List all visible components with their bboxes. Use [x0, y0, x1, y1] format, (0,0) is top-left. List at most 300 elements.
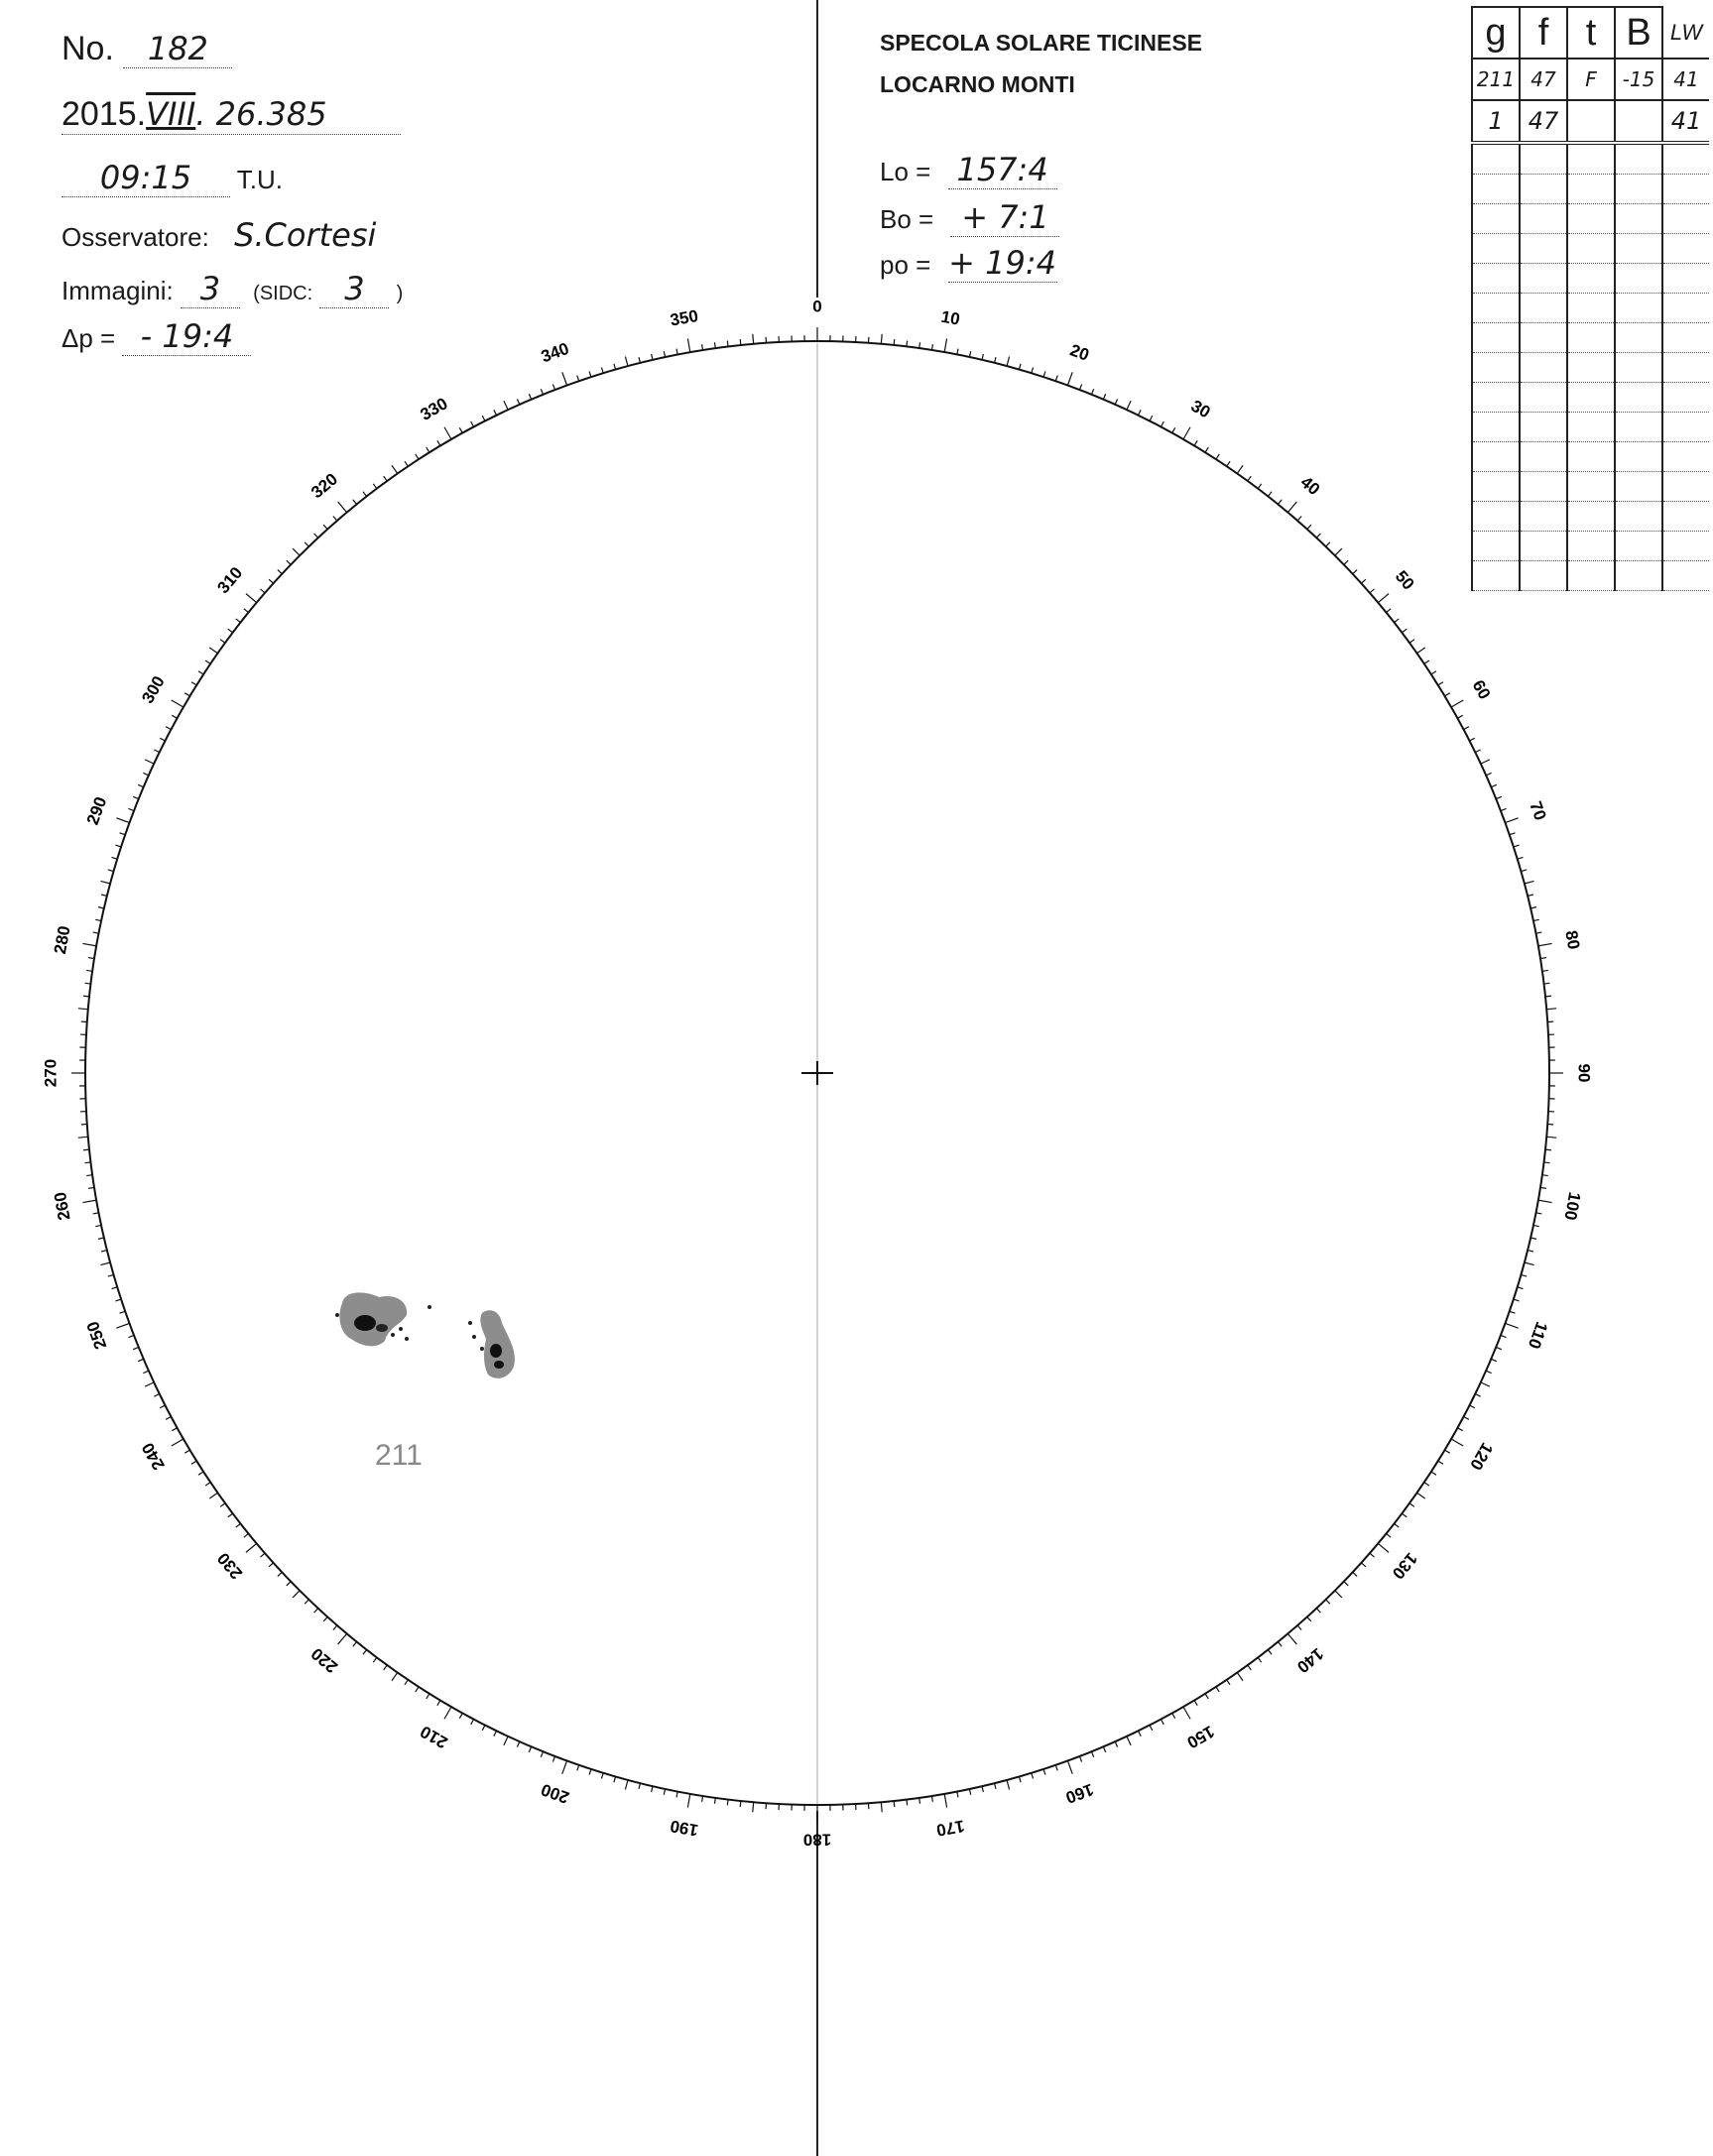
degree-tick — [1424, 660, 1429, 663]
degree-tick — [687, 338, 689, 352]
degree-tick — [1139, 410, 1142, 415]
degree-label: 180 — [802, 1830, 832, 1850]
table-cell-empty — [1615, 323, 1662, 353]
degree-label: 310 — [213, 563, 247, 598]
pore — [472, 1335, 476, 1339]
pore — [468, 1321, 472, 1325]
table-row-empty — [1472, 264, 1709, 294]
observatory-location: LOCARNO MONTI — [880, 71, 1075, 97]
degree-tick — [133, 1347, 139, 1349]
degree-tick — [1535, 1213, 1541, 1214]
degree-tick — [198, 1472, 203, 1475]
degree-label: 30 — [1187, 396, 1214, 422]
degree-tick — [482, 416, 485, 420]
table-cell-empty — [1520, 561, 1567, 591]
degree-tick — [1521, 870, 1527, 872]
table-cell-empty — [1520, 383, 1567, 413]
date-year: 2015. — [61, 95, 147, 133]
degree-tick — [1205, 1694, 1208, 1699]
degree-tick — [86, 1175, 92, 1176]
degree-tick — [1227, 461, 1230, 466]
degree-tick — [260, 1553, 265, 1557]
table-cell-empty — [1662, 561, 1709, 591]
table-cell-empty — [1520, 472, 1567, 502]
degree-tick — [128, 1335, 134, 1337]
degree-tick — [95, 1225, 101, 1226]
sidc-value: 3 — [319, 270, 389, 308]
pore — [399, 1327, 403, 1331]
table-cell-empty — [1615, 383, 1662, 413]
table-cell-empty — [1520, 353, 1567, 383]
degree-tick — [287, 560, 291, 564]
degree-label: 230 — [213, 1548, 247, 1583]
table-cell-empty — [1472, 353, 1520, 383]
cell-f: 47 — [1520, 100, 1567, 143]
degree-tick — [172, 715, 177, 718]
degree-label: 260 — [50, 1190, 74, 1222]
degree-tick — [1032, 368, 1034, 374]
degree-tick — [552, 384, 554, 390]
table-cell-empty — [1472, 383, 1520, 413]
degree-tick — [625, 1780, 628, 1790]
degree-tick — [482, 1726, 485, 1731]
degree-tick — [1501, 1335, 1507, 1337]
degree-tick — [373, 1657, 377, 1662]
table-cell-empty — [1472, 204, 1520, 234]
degree-tick — [714, 1798, 715, 1804]
degree-tick — [517, 1741, 519, 1746]
degree-tick — [427, 1694, 429, 1699]
degree-tick — [614, 1776, 616, 1782]
degree-tick — [1451, 700, 1463, 707]
degree-label: 320 — [307, 469, 342, 503]
degree-tick — [314, 1609, 318, 1613]
table-cell-empty — [1662, 472, 1709, 502]
degree-tick — [614, 364, 616, 370]
degree-tick — [244, 1533, 249, 1537]
degree-tick — [1543, 1162, 1549, 1163]
degree-tick — [944, 1794, 946, 1808]
degree-tick — [919, 1798, 920, 1804]
degree-tick — [1055, 1765, 1057, 1771]
degree-tick — [1183, 427, 1190, 439]
table-cell-empty — [1662, 532, 1709, 561]
degree-tick — [1431, 671, 1436, 674]
degree-tick — [1316, 1609, 1320, 1613]
degree-tick — [995, 1783, 996, 1789]
degree-tick — [209, 1493, 217, 1498]
table-row-empty — [1472, 323, 1709, 353]
degree-tick — [676, 349, 677, 355]
table-row-empty — [1472, 502, 1709, 532]
degree-tick — [969, 1789, 970, 1795]
p0-label: po = — [880, 250, 931, 280]
degree-tick — [957, 1791, 958, 1797]
degree-tick — [405, 1680, 408, 1685]
table-cell-empty — [1567, 264, 1615, 294]
degree-tick — [1161, 1720, 1163, 1725]
degree-tick — [138, 1359, 144, 1361]
cell-B: -15 — [1615, 59, 1662, 100]
degree-tick — [191, 682, 196, 685]
degree-tick — [145, 760, 154, 764]
degree-tick — [1019, 1776, 1021, 1782]
table-cell-empty — [1472, 143, 1520, 175]
sunspot-umbra-follower — [490, 1344, 502, 1358]
degree-tick — [101, 1251, 107, 1252]
table-cell-empty — [1615, 175, 1662, 204]
degree-tick — [1545, 1149, 1551, 1150]
degree-tick — [931, 344, 932, 350]
degree-tick — [1139, 1731, 1142, 1736]
degree-tick — [1378, 594, 1389, 603]
degree-tick — [154, 1394, 159, 1397]
degree-tick — [1464, 727, 1469, 730]
degree-tick — [1091, 389, 1093, 395]
sidc-close: ) — [396, 283, 404, 304]
degree-tick — [1538, 943, 1552, 945]
degree-tick — [919, 342, 920, 348]
degree-tick — [1525, 881, 1534, 884]
degree-tick — [100, 1262, 110, 1265]
table-cell-empty — [1567, 413, 1615, 442]
degree-tick — [338, 1633, 347, 1644]
degree-label: 290 — [82, 794, 111, 828]
sidc-label: (SIDC: — [253, 283, 313, 304]
table-cell-empty — [1472, 234, 1520, 264]
table-cell-empty — [1472, 502, 1520, 532]
L0-label: Lo = — [880, 157, 931, 186]
table-cell-empty — [1472, 472, 1520, 502]
degree-tick — [143, 1371, 148, 1373]
degree-tick — [1043, 1769, 1045, 1775]
degree-tick — [944, 338, 946, 352]
degree-tick — [82, 943, 96, 945]
degree-tick — [1055, 376, 1057, 382]
degree-tick — [907, 1799, 908, 1805]
table-row-empty — [1472, 143, 1709, 175]
degree-tick — [1387, 1533, 1392, 1537]
degree-tick — [205, 660, 210, 663]
table-cell-empty — [1520, 204, 1567, 234]
cell-g: 1 — [1472, 100, 1520, 143]
degree-label: 160 — [1062, 1779, 1096, 1808]
degree-tick — [589, 1769, 591, 1775]
degree-label: 140 — [1292, 1643, 1327, 1677]
degree-tick — [416, 1687, 419, 1692]
degree-tick — [228, 1513, 233, 1517]
table-cell-empty — [1567, 383, 1615, 413]
degree-tick — [1395, 619, 1400, 623]
table-cell-empty — [1615, 143, 1662, 175]
degree-tick — [1528, 895, 1533, 896]
degree-tick — [1344, 560, 1348, 564]
degree-tick — [529, 394, 531, 400]
degree-tick — [191, 1461, 196, 1464]
table-row-empty — [1472, 561, 1709, 591]
degree-tick — [1475, 1394, 1480, 1397]
time-unit: T.U. — [236, 165, 283, 194]
degree-tick — [305, 542, 308, 546]
degree-tick — [562, 372, 567, 385]
degree-tick — [702, 344, 703, 350]
table-cell-empty — [1472, 532, 1520, 561]
table-cell-empty — [1472, 264, 1520, 294]
degree-tick — [83, 1149, 89, 1150]
table-cell-empty — [1520, 442, 1567, 472]
degree-tick — [86, 970, 92, 971]
degree-tick — [1353, 1572, 1357, 1576]
degree-tick — [1475, 750, 1480, 753]
table-row-empty — [1472, 532, 1709, 561]
table-row-empty — [1472, 175, 1709, 204]
table-cell-empty — [1567, 175, 1615, 204]
table-cell-empty — [1615, 532, 1662, 561]
degree-tick — [1530, 1238, 1536, 1239]
degree-tick — [112, 857, 118, 859]
degree-tick — [1172, 427, 1175, 432]
degree-tick — [444, 1707, 451, 1719]
degree-tick — [293, 1591, 300, 1598]
degree-tick — [881, 1802, 882, 1812]
degree-tick — [1361, 579, 1365, 583]
degree-label: 300 — [138, 672, 169, 707]
degree-tick — [1127, 401, 1131, 410]
degree-tick — [664, 1789, 665, 1795]
degree-tick — [1258, 1657, 1262, 1662]
degree-tick — [995, 357, 996, 363]
degree-tick — [1268, 1650, 1272, 1655]
degree-tick — [577, 376, 579, 382]
degree-tick — [1248, 1665, 1252, 1670]
degree-tick — [1395, 1523, 1400, 1527]
degree-tick — [416, 454, 419, 459]
header-t: t — [1567, 7, 1615, 59]
degree-tick — [88, 958, 94, 959]
degree-tick — [228, 629, 233, 633]
degree-tick — [1007, 1780, 1010, 1790]
degree-tick — [1424, 1483, 1429, 1486]
degree-tick — [1470, 1405, 1475, 1408]
degree-label: 170 — [934, 1816, 966, 1841]
degree-tick — [95, 919, 101, 920]
pore — [405, 1337, 409, 1341]
degree-tick — [78, 1009, 88, 1010]
degree-tick — [1486, 773, 1491, 775]
degree-tick — [1510, 833, 1516, 835]
table-row-empty — [1472, 383, 1709, 413]
degree-label: 200 — [539, 1779, 572, 1808]
table-row-empty — [1472, 442, 1709, 472]
degree-tick — [120, 1311, 126, 1313]
degree-tick — [1518, 1287, 1524, 1289]
degree-tick — [1237, 465, 1243, 473]
table-row-empty — [1472, 204, 1709, 234]
table-cell-empty — [1567, 323, 1615, 353]
degree-tick — [184, 1450, 189, 1453]
degree-tick — [504, 1737, 508, 1745]
table-row-empty — [1472, 234, 1709, 264]
degree-tick — [143, 773, 148, 775]
table-cell-empty — [1662, 383, 1709, 413]
degree-label: 70 — [1526, 798, 1550, 823]
pore — [391, 1333, 395, 1337]
degree-tick — [1316, 534, 1320, 538]
table-cell-empty — [1662, 323, 1709, 353]
degree-tick — [1464, 1416, 1469, 1419]
table-cell-empty — [1662, 502, 1709, 532]
degree-tick — [957, 349, 958, 355]
degree-tick — [740, 339, 741, 345]
table-row-empty — [1472, 353, 1709, 383]
sunspot-umbra-leader — [354, 1315, 376, 1331]
table-cell-empty — [1662, 204, 1709, 234]
degree-tick — [541, 1751, 543, 1757]
degree-tick — [1514, 1299, 1520, 1301]
degree-tick — [1344, 1582, 1348, 1586]
table-cell-empty — [1567, 143, 1615, 175]
table-cell-empty — [1567, 532, 1615, 561]
degree-tick — [931, 1796, 932, 1802]
table-cell-empty — [1567, 204, 1615, 234]
table-cell-empty — [1662, 353, 1709, 383]
table-cell-empty — [1662, 294, 1709, 323]
observatory-name: SPECOLA SOLARE TICINESE — [880, 30, 1203, 56]
time-value: 09:15 — [61, 159, 230, 197]
L0-value: 157:4 — [948, 151, 1057, 189]
table-cell-empty — [1472, 413, 1520, 442]
degree-tick — [1326, 542, 1330, 546]
cell-g: 211 — [1472, 59, 1520, 100]
degree-tick — [88, 1187, 94, 1188]
degree-label: 10 — [939, 306, 962, 329]
degree-tick — [116, 1323, 129, 1328]
degree-tick — [982, 1786, 983, 1792]
degree-tick — [1470, 738, 1475, 741]
degree-tick — [78, 1137, 88, 1138]
degree-tick — [1007, 356, 1010, 366]
degree-tick — [1496, 796, 1502, 798]
degree-tick — [562, 1760, 567, 1773]
degree-tick — [1205, 447, 1208, 452]
degree-tick — [1150, 416, 1153, 420]
degree-tick — [1326, 1600, 1330, 1604]
degree-tick — [727, 1799, 728, 1805]
number-label: No. — [61, 30, 114, 67]
degree-tick — [236, 1523, 241, 1527]
degree-label: 90 — [1574, 1063, 1594, 1083]
degree-tick — [1518, 857, 1524, 859]
table-row — [1472, 100, 1709, 143]
delta-p-label: Δp = — [61, 323, 116, 353]
degree-tick — [1103, 1746, 1105, 1752]
degree-tick — [1545, 996, 1551, 997]
degree-tick — [1227, 1680, 1230, 1685]
degree-tick — [323, 1617, 327, 1620]
degree-tick — [1525, 1262, 1534, 1265]
sunspot-umbra-follower-2 — [494, 1361, 504, 1369]
degree-tick — [1115, 1741, 1117, 1746]
degree-tick — [101, 895, 107, 896]
pore — [480, 1347, 484, 1351]
degree-tick — [427, 447, 429, 452]
degree-tick — [93, 1213, 99, 1214]
degree-label: 150 — [1183, 1722, 1218, 1752]
p0-value: + 19:4 — [948, 244, 1056, 282]
table-cell-empty — [1615, 502, 1662, 532]
degree-tick — [687, 1794, 689, 1808]
table-cell-empty — [1567, 561, 1615, 591]
degree-tick — [1417, 1493, 1425, 1498]
degree-tick — [552, 1756, 554, 1762]
degree-tick — [459, 1713, 462, 1718]
degree-tick — [494, 1731, 497, 1736]
degree-tick — [138, 784, 144, 786]
degree-label: 350 — [669, 305, 700, 330]
degree-tick — [1335, 548, 1342, 555]
table-cell-empty — [1662, 413, 1709, 442]
degree-tick — [1496, 1347, 1502, 1349]
group-number-label: 211 — [375, 1439, 423, 1472]
degree-tick — [652, 354, 653, 360]
degree-tick — [1486, 1371, 1491, 1373]
degree-tick — [112, 1287, 118, 1289]
degree-tick — [1528, 1251, 1533, 1252]
degree-tick — [278, 570, 282, 574]
degree-label: 80 — [1561, 928, 1584, 951]
table-cell-empty — [1520, 234, 1567, 264]
degree-label: 280 — [50, 924, 74, 956]
degree-tick — [753, 334, 754, 344]
degree-label: 210 — [417, 1722, 451, 1752]
delta-p-value: - 19:4 — [122, 317, 251, 356]
degree-tick — [1268, 492, 1272, 497]
degree-tick — [529, 1746, 531, 1752]
degree-tick — [471, 421, 474, 426]
degree-label: 340 — [539, 338, 572, 367]
table-cell-empty — [1520, 413, 1567, 442]
degree-tick — [93, 932, 99, 933]
degree-tick — [664, 351, 665, 357]
degree-tick — [220, 1503, 225, 1507]
degree-tick — [392, 465, 398, 473]
table-row-empty — [1472, 294, 1709, 323]
degree-tick — [1542, 1175, 1548, 1176]
degree-tick — [1457, 715, 1462, 718]
degree-tick — [1481, 760, 1490, 764]
degree-tick — [1307, 1617, 1311, 1620]
degree-tick — [1378, 1543, 1389, 1552]
table-cell-empty — [1662, 143, 1709, 175]
degree-tick — [1103, 394, 1105, 400]
degree-tick — [1258, 484, 1262, 489]
B0-value: + 7:1 — [950, 198, 1059, 237]
degree-tick — [98, 1238, 104, 1239]
degree-tick — [260, 589, 265, 593]
degree-tick — [198, 671, 203, 674]
table-cell-empty — [1615, 442, 1662, 472]
degree-label: 240 — [138, 1439, 169, 1474]
degree-tick — [120, 833, 126, 835]
table-cell-empty — [1567, 502, 1615, 532]
degree-label: 100 — [1560, 1190, 1585, 1222]
degree-tick — [1237, 1673, 1243, 1681]
table-cell-empty — [1472, 561, 1520, 591]
degree-tick — [1194, 440, 1197, 445]
degree-tick — [108, 870, 114, 872]
images-value: 3 — [181, 270, 240, 308]
table-cell-empty — [1520, 264, 1567, 294]
